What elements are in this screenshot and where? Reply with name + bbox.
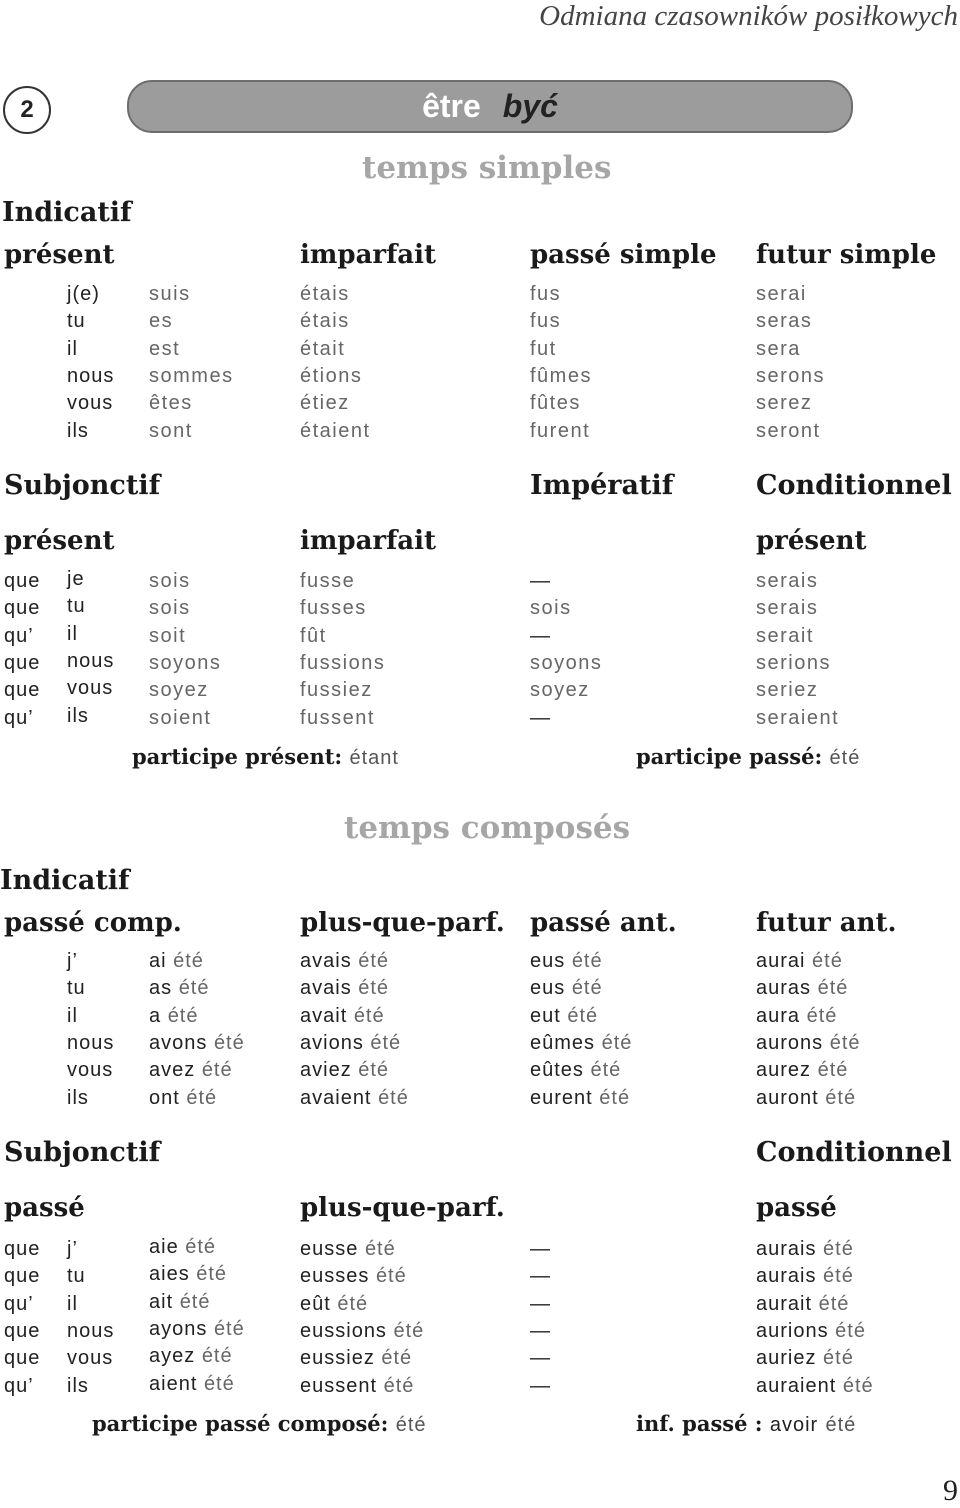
pronoun: il [67, 622, 78, 645]
que-particle: que [4, 651, 41, 674]
que-particle: que [4, 570, 41, 592]
form-subj-passe-participle: été [203, 1372, 235, 1395]
form-subj-present: soyez [149, 679, 209, 702]
form-subj-passe [149, 1236, 216, 1259]
form-imperatif: sois [530, 597, 572, 620]
form-cond-passe-aux: aurais [756, 1238, 824, 1260]
tense-cond-present: présent [756, 526, 867, 556]
form-subj-passe [149, 1373, 235, 1396]
que-particle: qu’ [4, 624, 34, 647]
form-futur-ant-participle: été [829, 1031, 861, 1054]
form-subj-passe [149, 1345, 233, 1368]
section-title-compound: temps composés [344, 810, 631, 846]
tense-cond-passe: passé [756, 1193, 837, 1223]
pronoun: tu [67, 595, 86, 618]
form-cond-present: seriez [756, 679, 819, 702]
form-plus-que-parf [300, 977, 389, 1000]
pronoun: ils [67, 704, 89, 727]
form-cond-passe [756, 1375, 874, 1398]
tense-passe-simple: passé simple [530, 240, 717, 270]
form-subj-plus-que-parf-participle: été [337, 1292, 369, 1315]
form-subj-plus-que-parf-participle: été [364, 1238, 396, 1260]
form-passe-comp-aux: ont [149, 1086, 187, 1109]
form-futur-ant-aux: aurai [756, 950, 813, 972]
form-cond-passe-aux: auriez [756, 1347, 824, 1370]
form-passe-ant-aux: eut [530, 1004, 568, 1027]
page-header: Odmiana czasowników posiłkowych [539, 0, 958, 32]
form-passe-ant-participle: été [567, 1004, 599, 1027]
form-cond-present: serions [756, 651, 831, 674]
form-cond-present: seraient [756, 706, 840, 729]
tense-subj-imparfait: imparfait [300, 526, 437, 556]
form-subj-passe-aux: aie [149, 1236, 186, 1258]
participe-passe-value: été [829, 747, 861, 769]
form-subj-imparfait: fussiez [300, 679, 373, 702]
form-subj-passe-participle: été [196, 1263, 228, 1286]
form-subj-plus-que-parf [300, 1238, 396, 1261]
form-subj-present: sois [149, 570, 191, 592]
pronoun: j’ [67, 950, 78, 972]
form-cond-passe [756, 1320, 866, 1343]
form-cond-passe [756, 1265, 854, 1288]
form-plus-que-parf [300, 1087, 409, 1110]
tense-present: présent [4, 240, 115, 270]
form-cond-present: serait [756, 624, 814, 647]
dash: — [530, 1238, 551, 1260]
form-subj-passe [149, 1291, 211, 1314]
form-cond-passe-participle: été [818, 1292, 850, 1315]
participe-passe-compose-label: participe passé composé: [92, 1411, 389, 1436]
form-passe-simple: fut [530, 337, 557, 360]
form-subj-passe-participle: été [201, 1345, 233, 1368]
form-passe-comp-aux: ai [149, 950, 174, 972]
tense-subj-present: présent [4, 526, 115, 556]
form-passe-comp [149, 950, 204, 973]
participe-passe-compose-value: été [395, 1414, 427, 1436]
participe-present-value: étant [349, 747, 399, 769]
form-passe-comp-participle: été [178, 977, 210, 1000]
form-passe-simple: furent [530, 419, 591, 442]
form-passe-ant-participle: été [590, 1059, 622, 1082]
form-plus-que-parf [300, 1059, 389, 1082]
form-subj-passe-aux: ayez [149, 1345, 202, 1368]
form-plus-que-parf-aux: avaient [300, 1086, 379, 1109]
form-passe-ant-aux: eûmes [530, 1031, 602, 1054]
pronoun: je [67, 568, 85, 590]
form-cond-passe-participle: été [823, 1347, 854, 1370]
form-subj-plus-que-parf-aux: eusses [300, 1265, 376, 1288]
tense-subj-plus-que-parf: plus-que-parf. [300, 1193, 505, 1223]
form-cond-passe-participle: été [823, 1238, 854, 1260]
que-particle: qu’ [4, 1374, 34, 1397]
form-plus-que-parf-participle: été [358, 950, 390, 972]
form-cond-passe-aux: aurais [756, 1265, 824, 1288]
pronoun: nous [67, 1031, 115, 1054]
pronoun: j(e) [67, 283, 100, 305]
form-cond-passe [756, 1347, 854, 1370]
form-subj-passe-aux: aient [149, 1372, 204, 1395]
form-futur-simple: serai [756, 283, 807, 305]
form-passe-ant-participle: été [601, 1031, 633, 1054]
form-subj-plus-que-parf-aux: eussent [300, 1374, 384, 1397]
que-particle: qu’ [4, 706, 34, 729]
form-imperatif: — [530, 706, 551, 729]
pronoun: vous [67, 1059, 114, 1082]
form-passe-ant-participle: été [599, 1086, 631, 1109]
form-passe-comp [149, 1032, 245, 1055]
pronoun: vous [67, 1347, 114, 1370]
form-futur-ant-aux: aurez [756, 1059, 818, 1082]
pronoun: tu [67, 977, 86, 1000]
form-subj-plus-que-parf-aux: eût [300, 1292, 338, 1315]
pronoun: tu [67, 310, 86, 333]
form-cond-passe-participle: été [823, 1265, 854, 1288]
form-futur-ant-aux: auront [756, 1086, 826, 1109]
infinitif-passe-aux: avoir [769, 1414, 819, 1436]
dash: — [530, 1265, 551, 1288]
form-subj-plus-que-parf [300, 1347, 412, 1370]
form-subj-plus-que-parf [300, 1320, 424, 1343]
form-passe-comp [149, 977, 210, 1000]
pronoun: il [67, 337, 78, 360]
form-passe-simple: fûtes [530, 392, 581, 415]
tense-imparfait: imparfait [300, 240, 437, 270]
pronoun: il [67, 1292, 78, 1315]
form-passe-comp-participle: été [167, 1004, 199, 1027]
form-passe-simple: fûmes [530, 364, 592, 387]
form-cond-passe [756, 1238, 854, 1261]
form-futur-ant [756, 950, 843, 973]
form-cond-present: serais [756, 597, 819, 620]
form-subj-passe-participle: été [213, 1317, 245, 1340]
form-passe-simple: fus [530, 310, 562, 333]
form-passe-comp [149, 1005, 199, 1028]
dash: — [530, 1374, 551, 1397]
form-imparfait: étais [300, 283, 350, 305]
form-present: suis [149, 283, 191, 305]
que-particle: que [4, 679, 41, 702]
form-futur-ant [756, 977, 848, 1000]
form-cond-passe-aux: auraient [756, 1374, 843, 1397]
form-subj-plus-que-parf [300, 1375, 414, 1398]
participe-passe-label: participe passé: [636, 744, 823, 769]
form-passe-ant [530, 1087, 630, 1110]
form-imperatif: soyez [530, 679, 590, 702]
form-subj-present: soyons [149, 651, 222, 674]
form-present: est [149, 337, 181, 360]
pronoun: nous [67, 1319, 115, 1342]
form-futur-ant [756, 1032, 861, 1055]
form-subj-plus-que-parf [300, 1265, 407, 1288]
form-futur-simple: serons [756, 364, 826, 387]
form-imparfait: étais [300, 310, 350, 333]
page-number: 9 [943, 1474, 958, 1507]
form-cond-passe-aux: aurions [756, 1319, 836, 1342]
form-passe-comp [149, 1059, 233, 1082]
form-imparfait: étaient [300, 419, 371, 442]
form-futur-ant-participle: été [825, 1086, 857, 1109]
form-passe-ant [530, 1005, 598, 1028]
form-futur-ant [756, 1059, 848, 1082]
que-particle: que [4, 1265, 41, 1288]
form-subj-passe-aux: ait [149, 1290, 180, 1313]
form-passe-comp-participle: été [173, 950, 204, 972]
form-imperatif: soyons [530, 651, 603, 674]
form-subj-plus-que-parf-aux: eusse [300, 1238, 365, 1260]
form-plus-que-parf [300, 1032, 401, 1055]
form-subj-imparfait: fusses [300, 597, 367, 620]
form-futur-ant-participle: été [812, 950, 843, 972]
form-subj-plus-que-parf-aux: eussiez [300, 1347, 382, 1370]
verb-banner [127, 80, 853, 133]
form-subj-present: soient [149, 706, 212, 729]
form-plus-que-parf-aux: aviez [300, 1059, 359, 1082]
form-plus-que-parf-participle: été [353, 1004, 385, 1027]
tense-futur-simple: futur simple [756, 240, 937, 270]
tense-passe-ant: passé ant. [530, 908, 677, 938]
form-passe-ant-participle: été [571, 950, 603, 972]
form-imperatif: — [530, 570, 551, 592]
form-passe-ant-aux: eus [530, 950, 572, 972]
form-futur-simple: serez [756, 392, 813, 415]
form-plus-que-parf [300, 950, 389, 973]
form-cond-passe-participle: été [835, 1319, 866, 1342]
form-cond-present: serais [756, 570, 819, 592]
form-plus-que-parf-participle: été [370, 1031, 402, 1054]
form-futur-simple: seront [756, 419, 821, 442]
form-present: sommes [149, 364, 234, 387]
infinitif-passe-pp: été [825, 1414, 857, 1436]
mood-subjonctif-compound: Subjonctif [4, 1137, 161, 1168]
form-subj-plus-que-parf-participle: été [383, 1374, 415, 1397]
form-cond-passe-participle: été [842, 1374, 874, 1397]
form-subj-imparfait: fût [300, 624, 327, 647]
form-present: êtes [149, 392, 193, 415]
participe-present-label: participe présent: [132, 744, 343, 769]
tense-passe-comp: passé comp. [4, 908, 182, 938]
form-imparfait: était [300, 337, 346, 360]
form-passe-comp-aux: as [149, 977, 179, 1000]
dash: — [530, 1292, 551, 1315]
mood-conditionnel: Conditionnel [756, 470, 952, 501]
form-futur-ant-aux: aura [756, 1004, 807, 1027]
form-futur-ant [756, 1005, 837, 1028]
form-passe-ant-participle: été [571, 977, 603, 1000]
form-passe-ant [530, 977, 603, 1000]
form-subj-passe-participle: été [179, 1290, 211, 1313]
form-passe-ant [530, 950, 603, 973]
participe-present [132, 744, 399, 770]
que-particle: qu’ [4, 1292, 34, 1315]
form-cond-passe-aux: aurait [756, 1292, 819, 1315]
infinitif-passe-label: inf. passé : [636, 1411, 763, 1436]
form-imparfait: étiez [300, 392, 350, 415]
form-passe-comp [149, 1087, 217, 1110]
form-present: sont [149, 419, 193, 442]
mood-indicatif-compound: Indicatif [0, 865, 130, 896]
mood-imperatif: Impératif [530, 470, 674, 501]
form-futur-ant-participle: été [817, 1059, 849, 1082]
form-futur-ant-participle: été [806, 1004, 838, 1027]
form-subj-plus-que-parf-participle: été [375, 1265, 407, 1288]
form-imperatif: — [530, 624, 551, 647]
form-passe-ant-aux: eurent [530, 1086, 600, 1109]
participe-passe [636, 744, 860, 770]
pronoun: nous [67, 364, 115, 387]
dash: — [530, 1347, 551, 1370]
pronoun: tu [67, 1265, 86, 1288]
pronoun: vous [67, 392, 114, 415]
form-futur-ant-participle: été [817, 977, 849, 1000]
mood-indicatif: Indicatif [2, 197, 132, 228]
pronoun: ils [67, 1086, 89, 1109]
form-futur-ant [756, 1087, 856, 1110]
form-futur-ant-aux: auras [756, 977, 818, 1000]
verb-number-badge: 2 [3, 86, 51, 134]
mood-subjonctif: Subjonctif [4, 470, 161, 501]
form-plus-que-parf-aux: avais [300, 950, 359, 972]
form-plus-que-parf-participle: été [378, 1086, 409, 1109]
form-futur-simple: seras [756, 310, 813, 333]
pronoun: vous [67, 677, 114, 700]
infinitif-passe [636, 1411, 856, 1437]
form-passe-comp-participle: été [186, 1086, 218, 1109]
form-subj-imparfait: fussent [300, 706, 375, 729]
que-particle: que [4, 1319, 41, 1342]
form-subj-passe-aux: aies [149, 1263, 197, 1286]
pronoun: nous [67, 649, 115, 672]
participe-passe-compose [92, 1411, 427, 1437]
form-subj-plus-que-parf-participle: été [393, 1319, 425, 1342]
form-passe-comp-aux: avons [149, 1031, 214, 1054]
tense-plus-que-parf: plus-que-parf. [300, 908, 505, 938]
form-plus-que-parf [300, 1005, 385, 1028]
form-plus-que-parf-aux: avions [300, 1031, 371, 1054]
pronoun: j’ [67, 1238, 78, 1260]
tense-subj-passe: passé [4, 1193, 85, 1223]
pronoun: ils [67, 419, 89, 442]
verb-french: être [422, 88, 481, 124]
tense-futur-ant: futur ant. [756, 908, 897, 938]
section-title-simple: temps simples [362, 150, 612, 186]
form-passe-comp-participle: été [201, 1059, 233, 1082]
form-subj-imparfait: fusse [300, 570, 356, 592]
form-passe-ant [530, 1032, 632, 1055]
form-subj-passe-participle: été [185, 1236, 217, 1258]
pronoun: il [67, 1004, 78, 1027]
form-plus-que-parf-participle: été [358, 1059, 390, 1082]
form-passe-ant [530, 1059, 621, 1082]
que-particle: que [4, 597, 41, 620]
form-subj-plus-que-parf [300, 1293, 368, 1316]
form-subj-present: soit [149, 624, 187, 647]
form-plus-que-parf-aux: avait [300, 1004, 354, 1027]
form-plus-que-parf-aux: avais [300, 977, 359, 1000]
form-passe-comp-aux: avez [149, 1059, 202, 1082]
form-subj-plus-que-parf-participle: été [381, 1347, 413, 1370]
form-cond-passe [756, 1293, 849, 1316]
mood-conditionnel-compound: Conditionnel [756, 1137, 952, 1168]
form-subj-plus-que-parf-aux: eussions [300, 1319, 394, 1342]
verb-polish: być [502, 88, 558, 124]
que-particle: que [4, 1347, 41, 1370]
form-futur-simple: sera [756, 337, 801, 360]
form-subj-passe [149, 1263, 227, 1286]
que-particle: que [4, 1238, 41, 1260]
form-passe-comp-participle: été [213, 1031, 245, 1054]
form-futur-ant-aux: aurons [756, 1031, 830, 1054]
form-subj-passe [149, 1318, 245, 1341]
form-present: es [149, 310, 174, 333]
form-passe-ant-aux: eûtes [530, 1059, 591, 1082]
form-passe-comp-aux: a [149, 1004, 168, 1027]
form-subj-passe-aux: ayons [149, 1317, 214, 1340]
form-plus-que-parf-participle: été [358, 977, 390, 1000]
form-imparfait: étions [300, 364, 363, 387]
form-subj-imparfait: fussions [300, 651, 386, 674]
dash: — [530, 1319, 551, 1342]
form-subj-present: sois [149, 597, 191, 620]
form-passe-simple: fus [530, 283, 562, 305]
form-passe-ant-aux: eus [530, 977, 572, 1000]
pronoun: ils [67, 1374, 89, 1397]
